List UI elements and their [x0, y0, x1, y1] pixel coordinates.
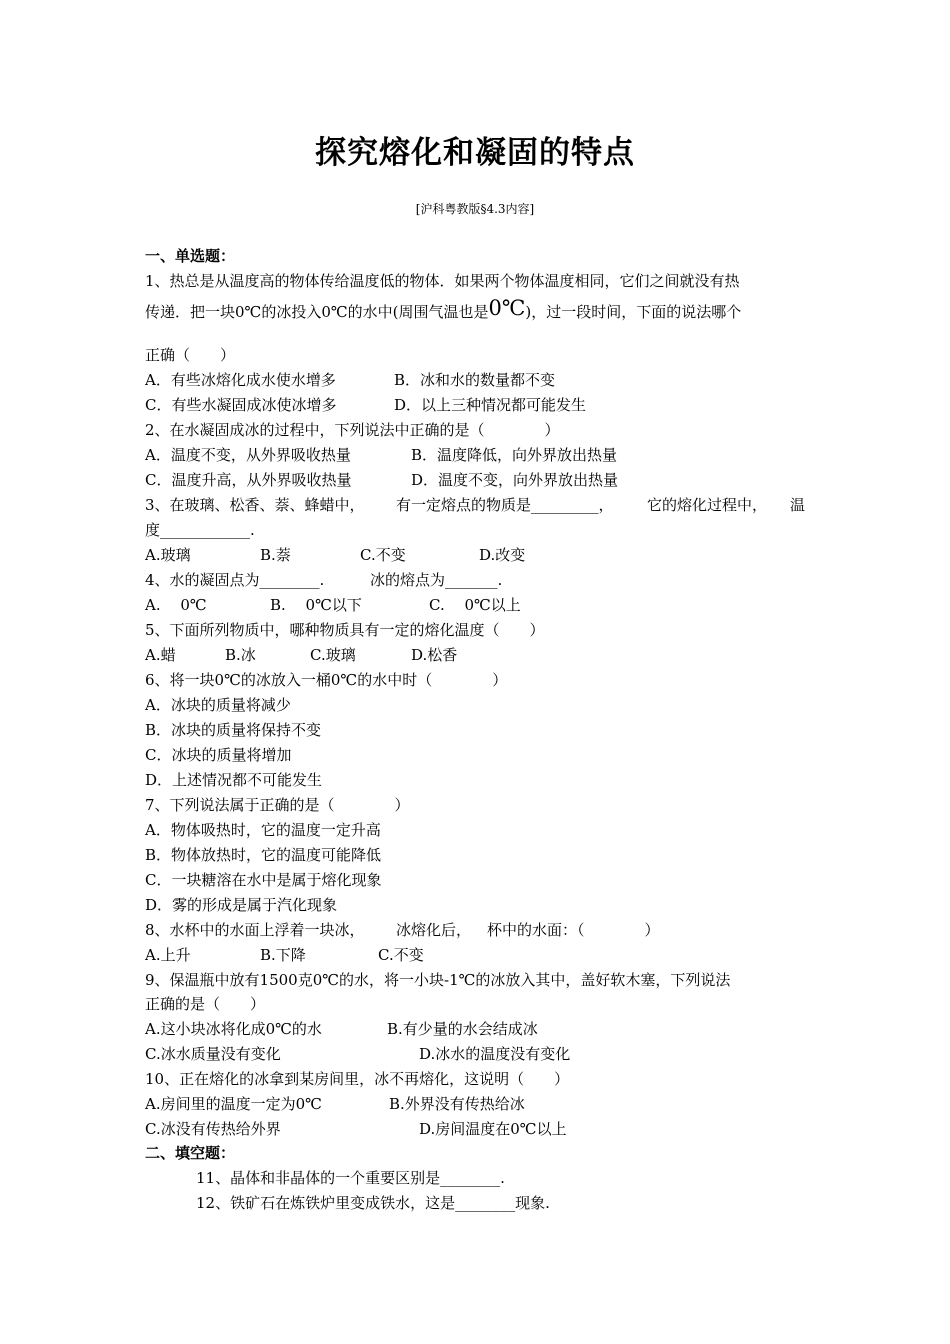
- q4-stem-part2: 冰的熔点为_______.: [370, 571, 503, 589]
- q6-option-b: B．冰块的质量将保持不变: [145, 721, 322, 739]
- q2-stem: 2、在水凝固成冰的过程中，下列说法中正确的是（ ）: [145, 421, 560, 439]
- q8-option-b: B.下降: [260, 946, 306, 964]
- q8-stem-part1: 8、水杯中的水面上浮着一块冰，: [145, 921, 365, 939]
- q1-stem-line3: 正确（ ）: [145, 346, 236, 364]
- degree-celsius-symbol: 0℃: [488, 296, 526, 320]
- q3-stem-line2: 度____________.: [145, 521, 255, 539]
- q9-option-a: A.这小块冰将化成0℃的水: [145, 1020, 322, 1038]
- q10-option-c: C.冰没有传热给外界: [145, 1120, 281, 1138]
- section-heading-single-choice: 一、单选题：: [145, 247, 236, 265]
- q9-option-b: B.有少量的水会结成冰: [387, 1020, 538, 1038]
- q9-stem-line1: 9、保温瓶中放有1500克0℃的水，将一小块-1℃的冰放入其中，盖好软木塞，下列说法: [145, 971, 731, 989]
- q1-stem-line2-text: 传递．把一块0℃的冰投入0℃的水中(周围气温也是: [145, 303, 489, 321]
- q1-option-a: A．有些冰熔化成水使水增多: [145, 371, 336, 389]
- q6-stem: 6、将一块0℃的冰放入一桶0℃的水中时（ ）: [145, 671, 508, 689]
- q5-option-b: B.冰: [225, 646, 256, 664]
- q3-option-a: A.玻璃: [145, 546, 191, 564]
- q3-option-c: C.不变: [360, 546, 406, 564]
- q3-stem-part1: 3、在玻璃、松香、萘、蜂蜡中，: [145, 496, 365, 514]
- q2-option-a: A．温度不变，从外界吸收热量: [145, 446, 351, 464]
- q1-option-b: B．冰和水的数量都不变: [394, 371, 556, 389]
- q1-stem-line2: [145, 296, 815, 322]
- q3-stem-part3: 它的熔化过程中，: [647, 496, 768, 514]
- q10-stem: 10、正在熔化的冰拿到某房间里，冰不再熔化，这说明（ ）: [145, 1070, 570, 1088]
- q8-stem-part2: 冰熔化后，: [396, 921, 472, 939]
- q4-option-c: C. 0℃以上: [429, 596, 521, 614]
- q2-option-b: B．温度降低，向外界放出热量: [411, 446, 618, 464]
- q1-option-d: D．以上三种情况都可能发生: [394, 396, 587, 414]
- page-subtitle: [沪科粤教版§4.3内容]: [415, 202, 535, 216]
- q6-option-c: C．冰块的质量将增加: [145, 746, 292, 764]
- q1-stem-line1: 1、热总是从温度高的物体传给温度低的物体．如果两个物体温度相同，它们之间就没有热: [145, 272, 740, 290]
- q7-option-a: A．物体吸热时，它的温度一定升高: [145, 821, 381, 839]
- q11-stem: 11、晶体和非晶体的一个重要区别是________.: [196, 1169, 505, 1187]
- q3-option-d: D.改变: [479, 546, 526, 564]
- q3-stem-part4: 温: [790, 496, 806, 514]
- q7-option-b: B．物体放热时，它的温度可能降低: [145, 846, 382, 864]
- q9-option-d: D.冰水的温度没有变化: [419, 1045, 571, 1063]
- q5-option-c: C.玻璃: [310, 646, 356, 664]
- q9-option-c: C.冰水质量没有变化: [145, 1045, 281, 1063]
- q7-stem: 7、下列说法属于正确的是（ ）: [145, 796, 410, 814]
- q6-option-d: D．上述情况都不可能发生: [145, 771, 323, 789]
- q5-stem: 5、下面所列物质中，哪种物质具有一定的熔化温度（ ）: [145, 621, 545, 639]
- section-heading-fill-in: 二、填空题：: [145, 1144, 236, 1162]
- q6-option-a: A．冰块的质量将减少: [145, 696, 291, 714]
- q4-stem-part1: 4、水的凝固点为________.: [145, 571, 325, 589]
- q8-option-a: A.上升: [145, 946, 191, 964]
- q1-option-c: C．有些水凝固成冰使冰增多: [145, 396, 337, 414]
- q8-stem-part3: 杯中的水面：（ ）: [487, 921, 660, 939]
- q5-option-d: D.松香: [411, 646, 458, 664]
- q5-option-a: A.蜡: [145, 646, 176, 664]
- q3-option-b: B.萘: [260, 546, 291, 564]
- q10-option-d: D.房间温度在0℃以上: [419, 1120, 567, 1138]
- q9-stem-line2: 正确的是（ ）: [145, 995, 266, 1013]
- q2-option-c: C．温度升高，从外界吸收热量: [145, 471, 352, 489]
- q2-option-d: D．温度不变，向外界放出热量: [411, 471, 619, 489]
- q4-option-b: B. 0℃以下: [270, 596, 362, 614]
- q4-option-a: A. 0℃: [145, 596, 207, 614]
- q8-option-c: C.不变: [378, 946, 424, 964]
- q10-option-a: A.房间里的温度一定为0℃: [145, 1095, 322, 1113]
- q7-option-d: D．雾的形成是属于汽化现象: [145, 896, 338, 914]
- q1-stem-line2-tail: )，过一段时间，下面的说法哪个: [525, 303, 742, 321]
- q10-option-b: B.外界没有传热给冰: [389, 1095, 525, 1113]
- q7-option-c: C．一块糖溶在水中是属于熔化现象: [145, 871, 382, 889]
- q12-stem: 12、铁矿石在炼铁炉里变成铁水，这是________现象.: [196, 1194, 550, 1212]
- q3-stem-part2: 有一定熔点的物质是_________，: [396, 496, 614, 514]
- page-title: 探究熔化和凝固的特点: [315, 135, 635, 171]
